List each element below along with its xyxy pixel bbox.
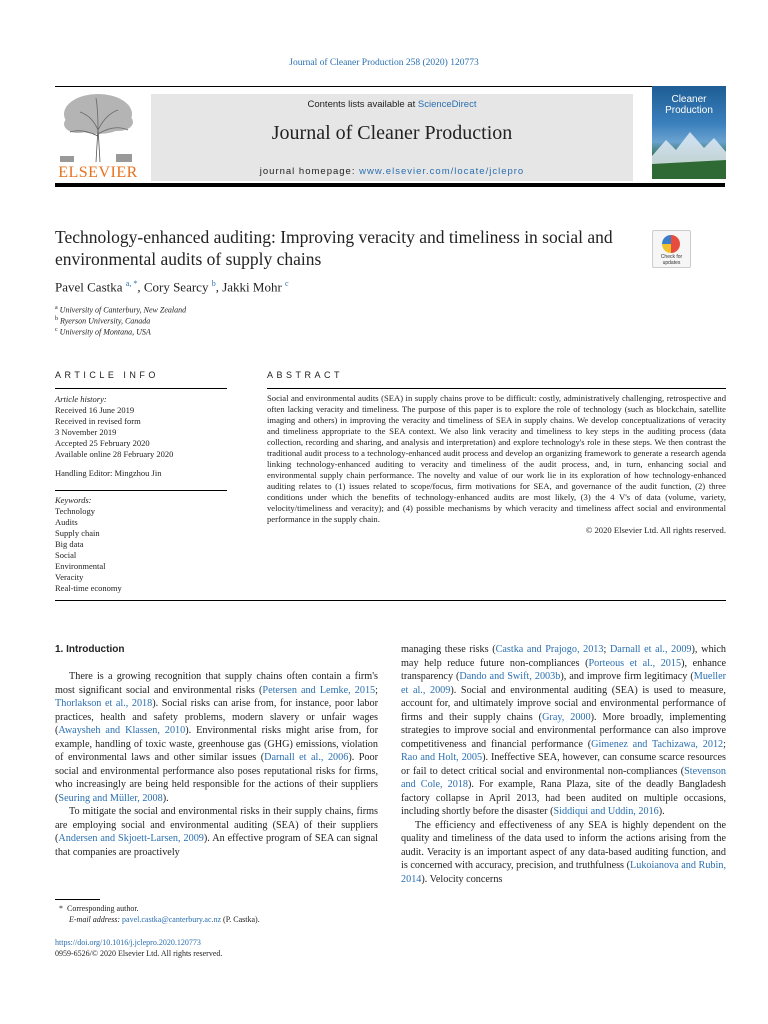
email-link[interactable]: pavel.castka@canterbury.ac.nz (122, 915, 222, 924)
paragraph: The efficiency and effectiveness of any SEA is highly dependent on the quality and timeliness of the data used to inform the actions arising from the audit. Veracity is an important aspect of any data-based auditing function, and is concerned with accuracy, precision, and truthfulness (Lukoianova and Rubin, 2014). Velocity concerns (401, 819, 726, 885)
history-item: Received 16 June 2019 (55, 405, 135, 415)
citation-link[interactable]: Mueller et al., 2009 (401, 671, 727, 696)
author-name[interactable]: Pavel Castka (55, 279, 123, 295)
doi-link[interactable]: https://doi.org/10.1016/j.jclepro.2020.120773 (55, 938, 201, 947)
citation-link[interactable]: Darnall et al., 2009 (609, 644, 692, 655)
homepage-link[interactable]: www.elsevier.com/locate/jclepro (359, 166, 525, 177)
corresponding-author-note: Corresponding author. (67, 904, 139, 913)
section-heading: 1. Introduction (55, 644, 125, 655)
crossmark-icon (662, 235, 680, 253)
keyword: Audits (55, 517, 78, 527)
crossmark-line1: Check for (660, 254, 683, 260)
crossmark-line2: updates (662, 260, 681, 266)
keyword: Big data (55, 539, 84, 549)
issn-copyright: 0959-6526/© 2020 Elsevier Ltd. All rights reserved. (55, 949, 223, 958)
keyword: Real-time economy (55, 583, 122, 593)
journal-citation[interactable]: Journal of Cleaner Production 258 (2020) 120773 (289, 58, 479, 68)
author-affiliation-mark[interactable]: c (285, 279, 289, 288)
keyword: Social (55, 550, 77, 560)
contents-line (151, 99, 633, 110)
tree-icon (52, 88, 144, 164)
affiliation-mark: c (55, 327, 58, 333)
journal-cover-image[interactable] (652, 86, 726, 179)
author-name[interactable]: Jakki Mohr (222, 279, 282, 295)
author-separator: , (215, 279, 223, 295)
citation-link[interactable]: Thorlakson et al., 2018 (55, 698, 153, 709)
history-item: 3 November 2019 (55, 427, 117, 437)
affiliation-text: Ryerson University, Canada (60, 316, 151, 326)
keywords-label: Keywords: (55, 495, 92, 505)
journal-title: Journal of Cleaner Production (271, 122, 513, 144)
homepage-prefix: journal homepage: (259, 166, 360, 177)
elsevier-wordmark: ELSEVIER (58, 164, 138, 181)
keywords-rule (55, 490, 227, 491)
homepage-line (151, 166, 633, 177)
citation-link[interactable]: Andersen and Skjoett-Larsen, 2009 (58, 833, 204, 844)
affiliation-text: University of Canterbury, New Zealand (59, 305, 187, 315)
history-item: Received in revised form (55, 416, 141, 426)
crossmark-badge[interactable] (652, 230, 691, 268)
affiliation (55, 327, 151, 337)
citation-link[interactable]: Dando and Swift, 2003b (459, 671, 561, 682)
affiliation-text: University of Montana, USA (59, 327, 151, 337)
keywords (55, 495, 227, 594)
cover-title-line2: Production (665, 105, 713, 116)
citation-link[interactable]: Awaysheh and Klassen, 2010 (58, 725, 186, 736)
citation-link[interactable]: Lukoianova and Rubin, 2014 (401, 860, 726, 885)
article-info-rule (55, 388, 227, 389)
crossmark-label (653, 254, 690, 266)
journal-banner (151, 94, 633, 181)
cover-title (652, 94, 726, 116)
article-history (55, 394, 227, 479)
citation-link[interactable]: Porteous et al., 2015 (588, 657, 682, 669)
keyword: Technology (55, 506, 96, 516)
abstract-text: Social and environmental audits (SEA) in supply chains prove to be difficult: costly, administratively challenging, retrospective and often lacking veracity and timeliness. The purpose of this paper is to explore the role of technology (such as blockchain, satellite imaging and others) in improving the veracity and timeliness of SEA in supply chains. We develop conceptualizations of veracity and timeliness appropriate to the SEA context. We also link veracity and timeliness to key steps in the auditing process (data collection, recording and sharing, and analysis and interpretation) and explore technology's role in these steps. We then contrast the traditional audit process to a technology-enhanced audit process and develop an organizing framework to generate a research agenda linking technology-enhanced auditing to veracity and timeliness of the audit process, and, in turn, enhancing social and environmental supply chain performance. The novelty and value of our work lie in its exploration of how technology-enhanced auditing relates to (1) issues related to scope/focus, firm motivations for SEA, and governance of the audit function, (2) three conditions under which the benefits of technology-enhanced audits are most likely, (3) the 4 V's of data (volume, variety, velocity/timeliness and veracity); and (4) possible mechanisms by which veracity and timeliness affect social and environmental performance in the supply chain. (267, 393, 726, 524)
affiliation (55, 305, 186, 315)
body-left-column (55, 670, 378, 859)
header-rule (55, 86, 725, 87)
elsevier-logo[interactable] (52, 88, 144, 182)
sciencedirect-link[interactable]: ScienceDirect (417, 99, 477, 110)
history-label: Article history: (55, 394, 107, 404)
cover-title-line1: Cleaner (671, 94, 707, 105)
footnote-rule (55, 899, 100, 900)
contents-prefix: Contents lists available at (307, 99, 418, 110)
citation-link[interactable]: Siddiqui and Uddin, 2016 (553, 806, 659, 817)
abstract-rule (267, 388, 726, 389)
mountain-icon (652, 126, 726, 179)
keyword: Veracity (55, 572, 84, 582)
author-affiliation-mark[interactable]: b (211, 279, 216, 288)
footnote (55, 903, 260, 925)
affiliation-mark: a (55, 305, 58, 311)
footnote-email (55, 914, 260, 925)
article-info-heading: ARTICLE INFO (55, 370, 159, 380)
handling-editor: Handling Editor: Mingzhou Jin (55, 468, 162, 478)
affiliation-mark: b (55, 316, 58, 322)
affiliation (55, 316, 150, 326)
abstract-bottom-rule (55, 600, 726, 601)
doi-block (55, 937, 222, 959)
author-affiliation-mark[interactable]: a, * (125, 279, 138, 288)
citation-link[interactable]: Seuring and Müller, 2008 (58, 792, 163, 804)
keyword: Environmental (55, 561, 106, 571)
citation-link[interactable]: Darnall et al., 2006 (264, 752, 349, 763)
abstract-heading: ABSTRACT (267, 370, 344, 380)
citation-link[interactable]: Rao and Holt, 2005 (401, 752, 483, 763)
header-thick-rule (55, 183, 725, 187)
abstract (267, 393, 726, 536)
citation-link[interactable]: Petersen and Lemke, 2015 (262, 684, 376, 696)
citation-link[interactable]: Gimenez and Tachizawa, 2012 (591, 738, 724, 750)
footnote-corresponding: * Corresponding author. (55, 904, 139, 913)
citation-link[interactable]: Castka and Prajogo, 2013 (495, 644, 604, 655)
keyword: Supply chain (55, 528, 100, 538)
email-suffix: (P. Castka). (221, 915, 260, 924)
history-item: Accepted 25 February 2020 (55, 438, 150, 448)
author-separator: , (137, 279, 144, 295)
email-label: E-mail address: (69, 915, 123, 924)
citation-link[interactable]: Stevenson and Cole, 2018 (401, 765, 726, 790)
history-item: Available online 28 February 2020 (55, 449, 174, 459)
body-right-column (401, 643, 726, 886)
citation-link[interactable]: Gray, 2000 (542, 711, 591, 723)
author-name[interactable]: Cory Searcy (143, 279, 209, 295)
author-list (55, 279, 289, 295)
paragraph: To mitigate the social and environmental risks in their supply chains, firms are employing social and environmental auditing (SEA) of their suppliers (Andersen and Skjoett-Larsen, 2009). An effective program of SEA can signal that companies are proactively (55, 806, 378, 858)
abstract-copyright: © 2020 Elsevier Ltd. All rights reserved. (585, 525, 726, 535)
paper-title: Technology-enhanced auditing: Improving veracity and timeliness in social and environmental audits of supply chains (55, 227, 613, 269)
paragraph: managing these risks (Castka and Prajogo, 2013; Darnall et al., 2009), which may help reduce future non-compliances (Porteous et al., 2015), enhance transparency (Dando and Swift, 2003b), and improve firm legitimacy (Mueller et al., 2009). Social and environmental auditing (SEA) is used to measure, account for, and ultimately improve social and environmental performance of firms and their supply chains (Gray, 2000). More broadly, implementing strategies to improve social and environmental performance can also improve competitiveness and financial performance (Gimenez and Tachizawa, 2012; Rao and Holt, 2005). Ineffective SEA, however, can consume scarce resources or fail to detect critical social and environmental non-compliances (Stevenson and Cole, 2018). For example, Rana Plaza, site of the deadly Bangladesh factory collapse in April 2013, had been audited on multiple occasions, including shortly before the disaster (Siddiqui and Uddin, 2016). (401, 644, 727, 817)
paragraph: There is a growing recognition that supply chains often contain a firm's most significant social and environmental risks (Petersen and Lemke, 2015; Thorlakson et al., 2018). Social risks can arise from, for instance, poor labor practices, health and safety problems, modern slavery or unfair wages (Awaysheh and Klassen, 2010). Environmental risks might arise from, for example, handling of toxic waste, greenhouse gas (GHG) emissions, violation of environmental laws and other similar issues (Darnall et al., 2006). Poor social and environmental performance also poses reputational risks for firms, who increasingly are being held responsible for the actions of their suppliers (Seuring and Müller, 2008). (55, 671, 379, 804)
